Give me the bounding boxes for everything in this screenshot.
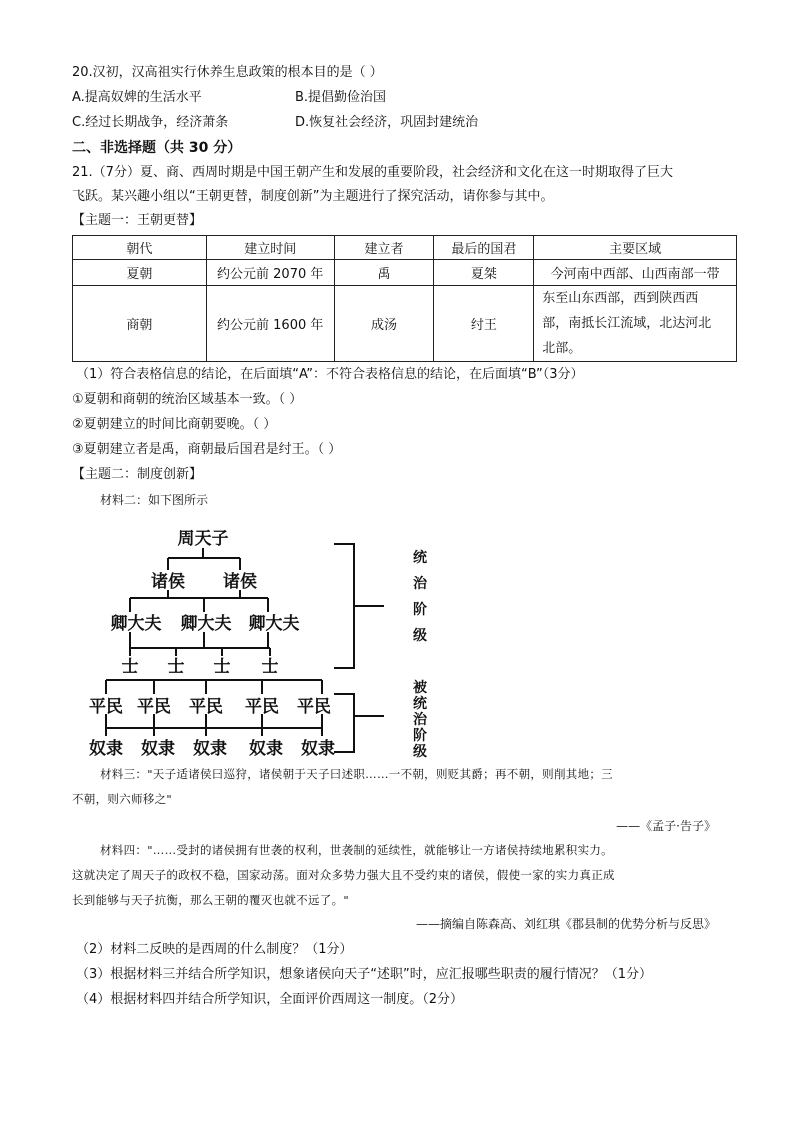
ruling-class-label: 阶 [413,602,427,618]
section-title: 二、非选择题（共 30 分） [72,140,242,156]
table-header-cell: 朝代 [73,236,207,260]
q21-intro-line-2: 飞跃。某兴趣小组以“王朝更替，制度创新”为主题进行了探究活动，请你参与其中。 [72,189,554,204]
node-scholar: 士 [167,657,185,677]
table-cell: 夏桀 [434,260,534,286]
ruled-class-label: 级 [413,744,427,760]
ruling-class-label: 统 [413,550,427,566]
table-cell: 纣王 [434,286,534,362]
ruled-class-label: 被 [413,680,427,696]
material-4-line-3: 长到能够与天子抗衡，那么王朝的覆灭也就不远了。" [72,893,349,907]
sub-question-2: （2）材料二反映的是西周的什么制度？（1分） [76,942,353,957]
table-cell: 商朝 [73,286,207,362]
sub-question-1: （1）符合表格信息的结论，在后面填“A”：不符合表格信息的结论，在后面填“B”（3分） [76,367,584,382]
node-commoner: 平民 [89,697,123,717]
node-slave: 奴隶 [141,739,175,759]
ruling-class-label: 治 [413,576,427,592]
material-3-line-1: 材料三："天子适诸侯曰巡狩，诸侯朝于天子曰述职……一不朝，则贬其爵；再不朝，则削其地；三 [100,767,613,781]
node-commoner: 平民 [137,697,171,717]
q20-option-c: C.经过长期战争，经济萧条 [72,115,229,130]
table-header-cell: 最后的国君 [434,236,534,260]
material-4-source: ——摘编自陈森高、刘红琪《郡县制的优势分析与反思》 [415,917,716,931]
q20-option-b: B.提倡勤俭治国 [295,90,387,105]
node-slave: 奴隶 [301,739,335,759]
material-3 [72,762,722,812]
node-commoner: 平民 [297,697,331,717]
table-cell: 成汤 [334,286,434,362]
material-2-label: 材料二：如下图所示 [100,493,209,507]
table-cell: 夏朝 [73,260,207,286]
material-3-source: ——《孟子·告子》 [616,819,716,833]
table-cell: 禹 [334,260,434,286]
theme-2-heading: 【主题二：制度创新】 [72,467,203,482]
node-minister: 卿大夫 [180,614,232,634]
node-slave: 奴隶 [249,739,283,759]
region-line: 北部。 [542,341,582,356]
statement-2: ②夏朝建立的时间比商朝要晚。（ ） [72,417,277,432]
node-lord: 诸侯 [151,572,185,592]
table-cell: 今河南中西部、山西南部一带 [534,260,737,286]
table-header-cell: 建立时间 [206,236,334,260]
q20-option-d: D.恢复社会经济，巩固封建统治 [295,115,479,130]
ruled-class-label: 阶 [413,728,427,744]
node-commoner: 平民 [189,697,223,717]
material-3-line-2: 不朝，则六师移之" [72,792,172,806]
node-minister: 卿大夫 [110,614,162,634]
node-lord: 诸侯 [223,572,257,592]
q21-intro-line-1: 21.（7分）夏、商、西周时期是中国王朝产生和发展的重要阶段，社会经济和文化在这一时期取得了巨大 [72,165,673,180]
sub-question-4: （4）根据材料四并结合所学知识，全面评价西周这一制度。（2分） [76,992,464,1007]
region-line: 部，南抵长江流域，北达河北 [542,316,712,331]
sub-question-3: （3）根据材料三并结合所学知识，想象诸侯向天子“述职”时，应汇报哪些职责的履行情况？（1分） [76,967,653,982]
table-cell: 约公元前 1600 年 [206,286,334,362]
ruled-class-label: 治 [413,712,427,728]
region-line: 东至山东西部，西到陕西西 [542,291,699,306]
material-4 [72,838,722,913]
ruled-class-label: 统 [413,696,427,712]
table-cell: 约公元前 2070 年 [206,260,334,286]
statement-3: ③夏朝建立者是禹，商朝最后国君是纣王。（ ） [72,442,342,457]
ruling-class-label: 级 [413,628,427,644]
table-header-cell: 主要区域 [534,236,737,260]
q20-option-a: A.提高奴婢的生活水平 [72,90,202,105]
node-scholar: 士 [121,657,139,677]
table-header-cell: 建立者 [334,236,434,260]
node-minister: 卿大夫 [248,614,300,634]
node-king: 周天子 [177,529,229,549]
node-scholar: 士 [261,657,279,677]
material-4-line-1: 材料四："……受封的诸侯拥有世袭的权利，世袭制的延续性，就能够让一方诸侯持续地累积实力。 [100,843,613,857]
q20-stem: 20.汉初，汉高祖实行休养生息政策的根本目的是（ ） [72,65,383,80]
material-4-line-2: 这就决定了周天子的政权不稳，国家动荡。面对众多势力强大且不受约束的诸侯，假使一家的实力真正成 [72,868,615,882]
node-slave: 奴隶 [193,739,227,759]
node-commoner: 平民 [245,697,279,717]
node-slave: 奴隶 [89,739,123,759]
node-scholar: 士 [213,657,231,677]
theme-1-heading: 【主题一：王朝更替】 [72,213,203,228]
statement-1: ①夏朝和商朝的统治区域基本一致。（ ） [72,392,303,407]
